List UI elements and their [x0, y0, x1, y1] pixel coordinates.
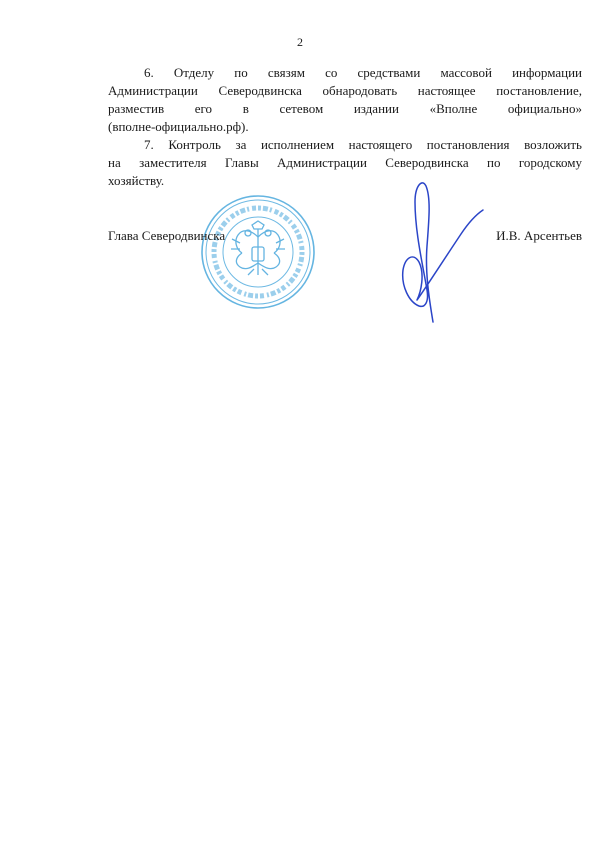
paragraph-line: Администрации Северодвинска обнародовать настоящее постановление,	[108, 83, 582, 98]
handwritten-signature	[395, 180, 490, 325]
signatory-title: Глава Северодвинска	[108, 228, 226, 243]
paragraph-line: (вполне-официально.рф).	[108, 119, 249, 134]
signatory-name: И.В. Арсентьев	[496, 228, 582, 243]
paragraph-line: 6. Отделу по связям со средствами массовой информации	[144, 65, 582, 80]
paragraph-line: на заместителя Главы Администрации Северодвинска по городскому	[108, 155, 582, 170]
document-body	[108, 64, 582, 190]
paragraph-6	[108, 64, 582, 136]
paragraph-line: хозяйству.	[108, 173, 165, 188]
official-seal-stamp	[196, 193, 320, 311]
paragraph-line: разместив его в сетевом издании «Вполне официально»	[108, 101, 582, 116]
page-number: 2	[297, 35, 303, 49]
paragraph-line: 7. Контроль за исполнением настоящего постановления возложить	[144, 137, 582, 152]
paragraph-7	[108, 136, 582, 190]
